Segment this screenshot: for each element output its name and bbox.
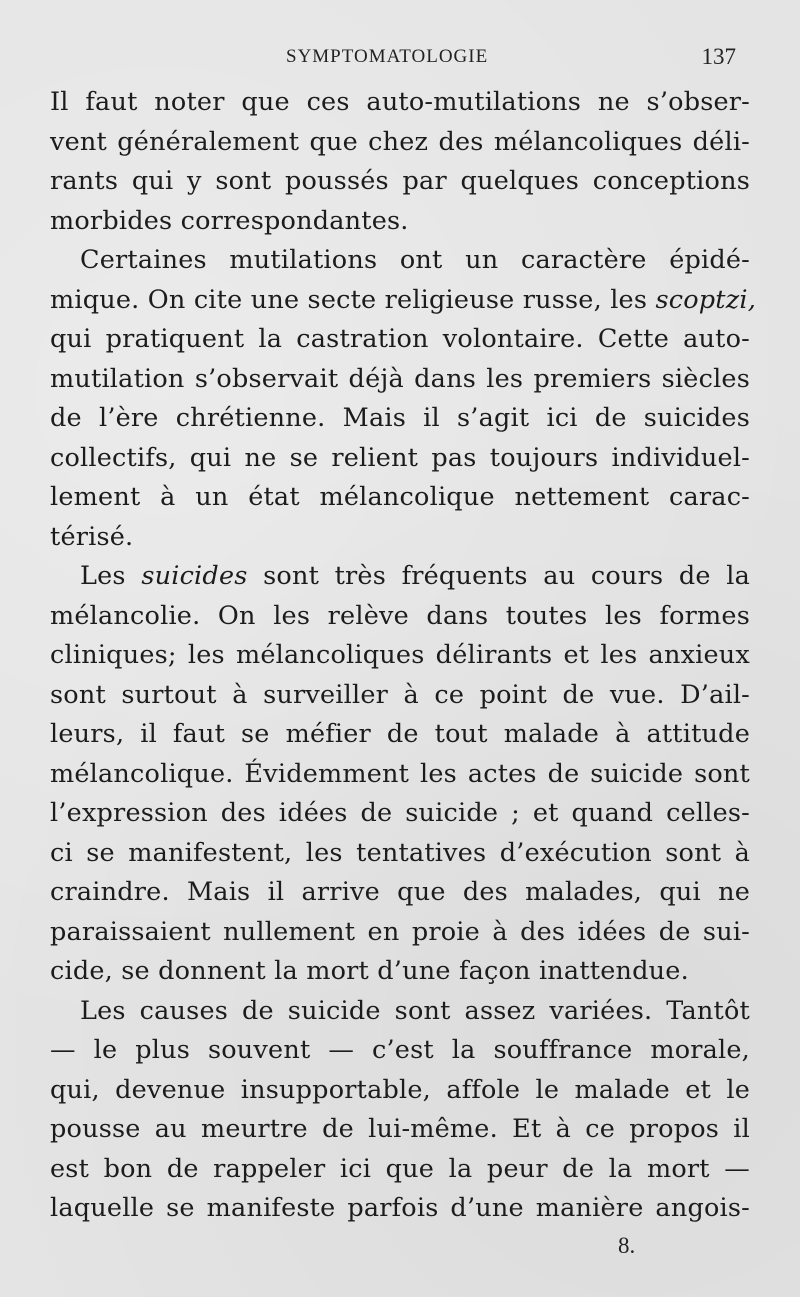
signature-mark: 8. — [618, 1233, 636, 1258]
text-line: Il faut noter que ces auto-mutilations ne s’obser- — [50, 87, 750, 117]
emphasis-text: suicides — [141, 561, 248, 591]
text-line: qui pratiquent la castration volontaire. Cette auto- — [50, 324, 750, 354]
running-head — [0, 44, 800, 74]
text-line: mélancolie. On les relève dans toutes les formes — [50, 600, 750, 631]
text-line: l’expression des idées de suicide ; et quand celles- — [50, 798, 750, 828]
text-line: collectifs, qui ne se relient pas toujours individuel- — [50, 442, 750, 473]
text-line: Les suicides sont très fréquents au cours de la — [80, 561, 750, 591]
text-line: mutilation s’observait déjà dans les premiers siècles — [50, 363, 750, 394]
text-line: Certaines mutilations ont un caractère épidé- — [80, 245, 750, 275]
text-line: est bon de rappeler ici que la peur de la mort — — [50, 1153, 750, 1184]
text-line: térisé. — [50, 521, 134, 552]
text-line: de l’ère chrétienne. Mais il s’agit ici de suicides — [50, 403, 750, 433]
text-line: lement à un état mélancolique nettement carac- — [50, 482, 750, 512]
text-line: rants qui y sont poussés par quelques conceptions — [50, 166, 750, 196]
text-line: sont surtout à surveiller à ce point de vue. D’ail- — [50, 679, 750, 710]
page-number: 137 — [701, 44, 736, 69]
running-title: SYMPTOMATOLOGIE — [286, 46, 489, 67]
text-line: leurs, il faut se méfier de tout malade à attitude — [50, 719, 750, 749]
text-line: paraissaient nullement en proie à des idées de sui- — [50, 916, 750, 947]
text-line: Les causes de suicide sont assez variées. Tantôt — [80, 995, 750, 1026]
text-line: morbides correspondantes. — [50, 205, 409, 236]
text-line: vent généralement que chez des mélancoliques déli- — [50, 126, 750, 157]
emphasis-text: scoptzi, — [655, 284, 757, 315]
text-line: cide, se donnent la mort d’une façon inattendue. — [50, 956, 689, 986]
text-line: cliniques; les mélancoliques délirants et les anxieux — [50, 640, 750, 670]
text-line: mélancolique. Évidemment les actes de suicide sont — [50, 758, 750, 789]
text-line: — le plus souvent — c’est la souffrance morale, — [50, 1035, 750, 1065]
body-text — [50, 83, 757, 1229]
text-line: mique. On cite une secte religieuse russe, les scoptzi, — [50, 284, 757, 315]
text-line: craindre. Mais il arrive que des malades, qui ne — [50, 877, 750, 907]
text-line: ci se manifestent, les tentatives d’exécution sont à — [50, 837, 750, 868]
text-line: qui, devenue insupportable, affole le malade et le — [50, 1074, 750, 1105]
text-line: pousse au meurtre de lui-même. Et à ce propos il — [50, 1114, 750, 1144]
text-line: laquelle se manifeste parfois d’une manière angois- — [50, 1193, 750, 1223]
